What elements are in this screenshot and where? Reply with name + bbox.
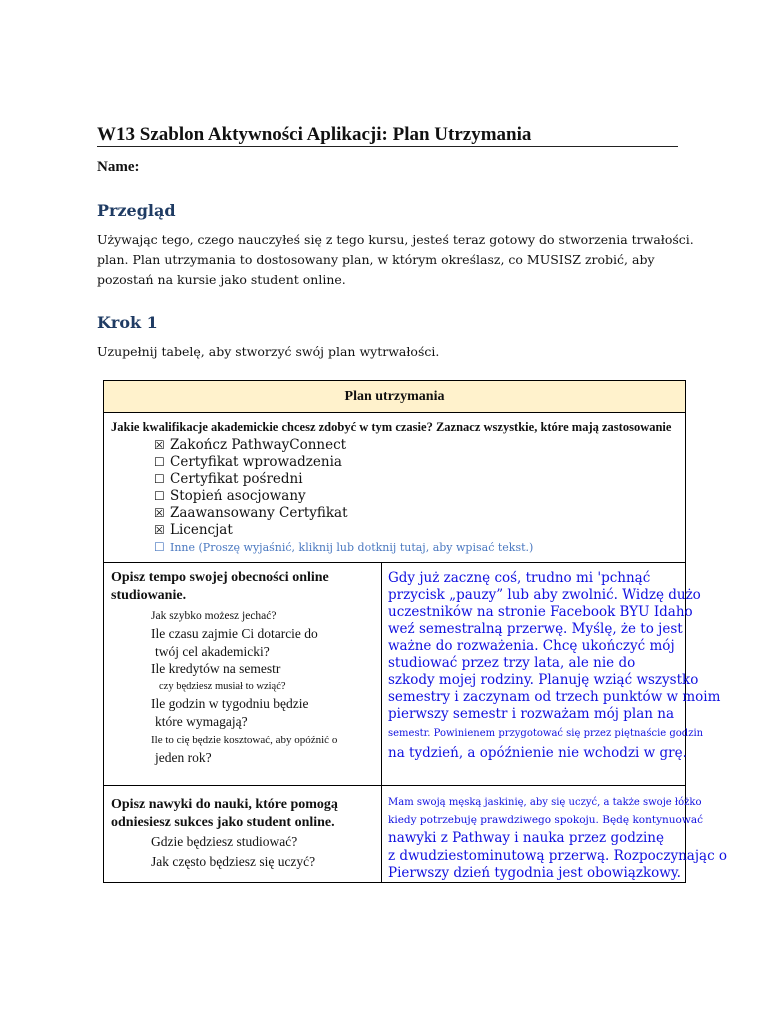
pace-answer-line: semestry i zaczynam od trzech punktów w moim bbox=[388, 689, 721, 705]
qualification-option-label: Zakończ PathwayConnect bbox=[170, 437, 347, 453]
qualification-option-label: Stopień asocjowany bbox=[170, 488, 306, 504]
qualification-option-label: Certyfikat wprowadzenia bbox=[170, 454, 342, 470]
qualification-option[interactable] bbox=[154, 454, 685, 471]
qualification-option[interactable] bbox=[154, 522, 685, 539]
pace-prompt-cont: które wymagają? bbox=[155, 714, 248, 729]
overview-line: Używając tego, czego nauczyłeś się z tego kursu, jesteś teraz gotowy do stworzenia trwałości. bbox=[97, 232, 694, 247]
checked-box-icon[interactable]: ☒ bbox=[154, 506, 165, 520]
pace-prompt bbox=[137, 607, 381, 625]
pace-answer-line: pierwszy semestr i rozważam mój plan na bbox=[388, 706, 675, 722]
qualification-option[interactable] bbox=[154, 437, 685, 454]
pace-heading-line: Opisz tempo swojej obecności online bbox=[111, 570, 329, 585]
habits-heading-line: odniesiesz sukces jako student online. bbox=[111, 815, 335, 830]
checkbox-icon[interactable]: ☐ bbox=[154, 472, 165, 486]
habits-answer-line: kiedy potrzebuję prawdziwego spokoju. Będę kontynuować bbox=[388, 814, 704, 826]
pace-answer-cell[interactable] bbox=[382, 563, 721, 786]
pace-prompt-text: Jak szybko możesz jechać? bbox=[151, 610, 277, 622]
habits-heading-line: Opisz nawyki do nauki, które pomogą bbox=[111, 797, 338, 812]
title-rule bbox=[97, 146, 678, 147]
qualifications-question: Jakie kwalifikacje akademickie chcesz zdobyć w tym czasie? Zaznacz wszystkie, które mają zastosowanie bbox=[111, 420, 672, 434]
habits-answer-line: Mam swoją męską jaskinię, aby się uczyć, a także swoje łóżko bbox=[388, 797, 702, 808]
qualification-option[interactable] bbox=[154, 488, 685, 505]
habits-answer-text[interactable] bbox=[382, 786, 728, 882]
qualification-option-label: Licencjat bbox=[170, 522, 233, 538]
pace-prompt bbox=[137, 695, 381, 713]
pace-answer-line: na tydzień, a opóźnienie nie wchodzi w grę. bbox=[388, 745, 687, 761]
pace-prompt-text: Ile kredytów na semestr bbox=[151, 661, 281, 676]
pace-heading bbox=[104, 563, 381, 605]
pace-answer-line: uczestników na stronie Facebook BYU Idaho bbox=[388, 604, 693, 620]
pace-heading-line: studiowanie. bbox=[111, 588, 187, 603]
checkbox-icon[interactable]: ☐ bbox=[154, 540, 165, 554]
pace-prompt-cont: czy będziesz musiał to wziąć? bbox=[159, 681, 286, 692]
checked-box-icon[interactable]: ☒ bbox=[154, 523, 165, 537]
pace-prompt-text: Ile to cię będzie kosztować, aby opóźnić o bbox=[151, 734, 338, 746]
pace-prompt-text: Ile czasu zajmie Ci dotarcie do bbox=[151, 626, 318, 641]
habits-prompt bbox=[137, 852, 381, 872]
overview-line: pozostań na kursie jako student online. bbox=[97, 272, 346, 287]
qualifications-options bbox=[104, 437, 685, 539]
habits-prompt bbox=[137, 832, 381, 852]
checked-box-icon[interactable]: ☒ bbox=[154, 438, 165, 452]
pace-prompt-cont: jeden rok? bbox=[155, 750, 212, 765]
qualifications-cell bbox=[104, 413, 686, 563]
other-option-placeholder[interactable]: Inne (Proszę wyjaśnić, kliknij lub dotknij tutaj, aby wpisać tekst.) bbox=[170, 541, 534, 554]
habits-answer-cell[interactable] bbox=[382, 786, 728, 883]
habits-answer-line: z dwudziestominutową przerwą. Rozpoczynając o bbox=[388, 848, 728, 864]
overview-line: plan. Plan utrzymania to dostosowany plan, w którym określasz, co MUSISZ zrobić, aby bbox=[97, 252, 655, 267]
pace-answer-line: ważne do rozważenia. Chcę ukończyć mój bbox=[388, 638, 675, 654]
plan-table bbox=[103, 380, 728, 883]
habits-heading bbox=[104, 786, 381, 832]
qualification-option[interactable] bbox=[154, 471, 685, 488]
pace-prompt bbox=[137, 731, 381, 749]
step-heading: Krok 1 bbox=[97, 313, 158, 332]
overview-heading: Przegląd bbox=[97, 201, 176, 220]
pace-prompt bbox=[137, 625, 381, 643]
pace-prompt-text: Ile godzin w tygodniu będzie bbox=[151, 696, 309, 711]
pace-question-cell bbox=[104, 563, 382, 786]
pace-answer-line: weź semestralną przerwę. Myślę, że to jest bbox=[388, 621, 683, 637]
overview-paragraph bbox=[97, 230, 694, 290]
habits-prompt-text: Jak często będziesz się uczyć? bbox=[151, 854, 316, 869]
habits-prompt-text: Gdzie będziesz studiować? bbox=[151, 834, 298, 849]
qualification-option-label: Zaawansowany Certyfikat bbox=[170, 505, 348, 521]
habits-answer-line: nawyki z Pathway i nauka przez godzinę bbox=[388, 830, 664, 846]
plan-table-header: Plan utrzymania bbox=[104, 381, 686, 413]
checkbox-icon[interactable]: ☐ bbox=[154, 455, 165, 469]
habits-question-cell bbox=[104, 786, 382, 883]
name-label: Name: bbox=[97, 159, 140, 175]
other-option[interactable] bbox=[154, 539, 685, 556]
habits-answer-line: Pierwszy dzień tygodnia jest obowiązkowy. bbox=[388, 865, 681, 881]
pace-answer-line: Gdy już zacznę coś, trudno mi 'pchnąć bbox=[388, 570, 651, 586]
checkbox-icon[interactable]: ☐ bbox=[154, 489, 165, 503]
pace-prompt bbox=[137, 660, 381, 678]
pace-answer-line: studiować przez trzy lata, ale nie do bbox=[388, 655, 636, 671]
pace-answer-line: przycisk „pauzy” lub aby zwolnić. Widzę dużo bbox=[388, 587, 701, 603]
document-title: W13 Szablon Aktywności Aplikacji: Plan Utrzymania bbox=[97, 124, 532, 145]
pace-answer-line: semestr. Powinienem przygotować się przez piętnaście godzin bbox=[388, 728, 704, 739]
qualification-option[interactable] bbox=[154, 505, 685, 522]
pace-prompt-cont: twój cel akademicki? bbox=[155, 644, 270, 659]
step-instruction: Uzupełnij tabelę, aby stworzyć swój plan wytrwałości. bbox=[97, 344, 440, 359]
qualification-option-label: Certyfikat pośredni bbox=[170, 471, 303, 487]
pace-answer-text[interactable] bbox=[382, 563, 721, 763]
pace-answer-line: szkody mojej rodziny. Planuję wziąć wszystko bbox=[388, 672, 699, 688]
